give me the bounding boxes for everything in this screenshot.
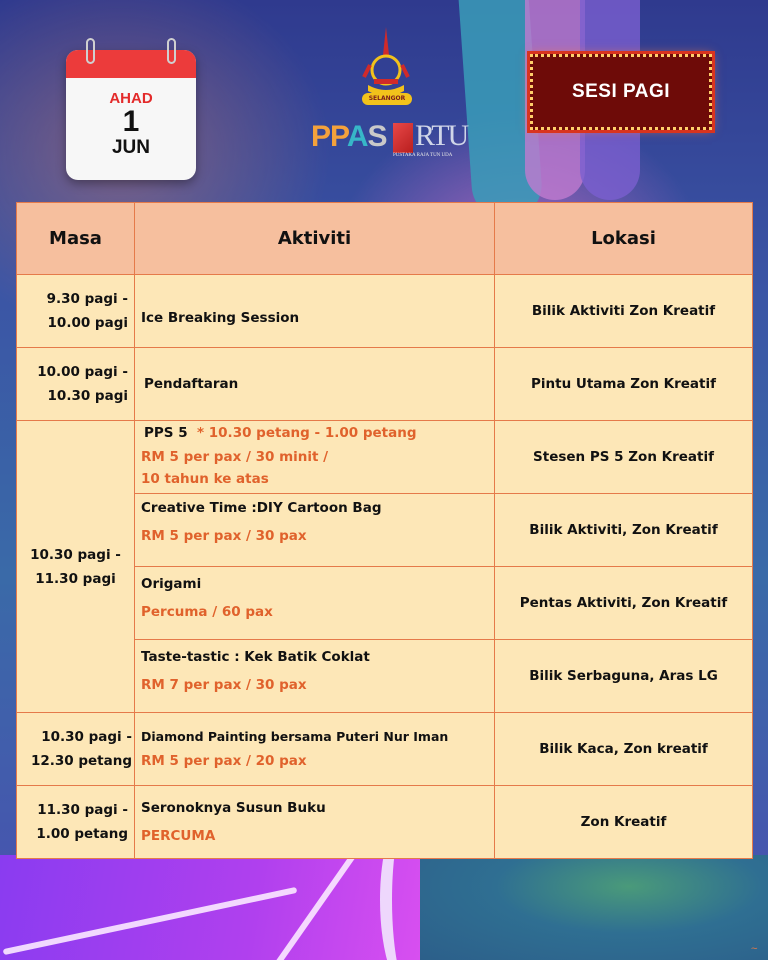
table-row bbox=[17, 421, 753, 494]
rtu-subtitle: PUSTAKA RAJA TUN UDA bbox=[393, 153, 453, 158]
table-row bbox=[17, 348, 753, 421]
activity-cell bbox=[135, 640, 495, 713]
activity-title: Taste-tastic : Kek Batik Coklat bbox=[141, 649, 370, 665]
table-row bbox=[17, 713, 753, 786]
activity-detail: Percuma / 60 pax bbox=[141, 604, 273, 620]
location-cell: Bilik Serbaguna, Aras LG bbox=[495, 640, 753, 713]
header-aktiviti: Aktiviti bbox=[135, 203, 495, 275]
time-cell: 10.00 pagi - 10.30 pagi bbox=[17, 348, 135, 421]
time-cell: 10.30 pagi - 11.30 pagi bbox=[17, 421, 135, 713]
activity-title: Seronoknya Susun Buku bbox=[141, 800, 326, 816]
activity-note: * 10.30 petang - 1.00 petang bbox=[197, 425, 417, 441]
session-badge bbox=[530, 54, 712, 130]
activity-detail: RM 5 per pax / 30 pax bbox=[141, 528, 307, 544]
time-cell: 9.30 pagi - 10.00 pagi bbox=[17, 275, 135, 348]
crest-label: SELANGOR bbox=[362, 93, 412, 105]
calendar-month: JUN bbox=[111, 137, 150, 158]
activity-detail: 10 tahun ke atas bbox=[141, 471, 269, 487]
activity-cell bbox=[135, 494, 495, 567]
location-cell: Zon Kreatif bbox=[495, 786, 753, 859]
activity-cell bbox=[135, 713, 495, 786]
calendar-icon bbox=[66, 50, 196, 180]
header-masa: Masa bbox=[17, 203, 135, 275]
activity-cell bbox=[135, 421, 495, 494]
calendar-date: 1 bbox=[122, 105, 140, 138]
activity-detail: RM 5 per pax / 20 pax bbox=[141, 753, 307, 769]
schedule-table bbox=[16, 202, 753, 859]
location-cell: Stesen PS 5 Zon Kreatif bbox=[495, 421, 753, 494]
activity-cell bbox=[135, 567, 495, 640]
activity-detail: PERCUMA bbox=[141, 828, 216, 844]
activity-title: Creative Time :DIY Cartoon Bag bbox=[141, 500, 382, 516]
header-lokasi: Lokasi bbox=[495, 203, 753, 275]
calendar-day: AHAD bbox=[109, 90, 153, 107]
location-cell: Bilik Kaca, Zon kreatif bbox=[495, 713, 753, 786]
location-cell: Pintu Utama Zon Kreatif bbox=[495, 348, 753, 421]
location-cell: Pentas Aktiviti, Zon Kreatif bbox=[495, 567, 753, 640]
calendar-rings-icon bbox=[66, 38, 196, 64]
artist-signature: ~ bbox=[750, 944, 758, 954]
activity-title: Diamond Painting bersama Puteri Nur Iman bbox=[141, 729, 449, 744]
activity-cell bbox=[135, 786, 495, 859]
activity-detail: RM 7 per pax / 30 pax bbox=[141, 677, 307, 693]
activity-cell bbox=[135, 348, 495, 421]
session-label: SESI PAGI bbox=[571, 81, 671, 102]
activity-cell bbox=[135, 275, 495, 348]
rtu-text: RTU bbox=[415, 119, 468, 152]
activity-title: Ice Breaking Session bbox=[141, 310, 300, 326]
time-cell: 11.30 pagi - 1.00 petang bbox=[17, 786, 135, 859]
table-row bbox=[17, 786, 753, 859]
background-bottom-right bbox=[420, 855, 768, 960]
table-header-row bbox=[17, 203, 753, 275]
rtu-mark-icon bbox=[393, 123, 413, 153]
location-cell: Bilik Aktiviti Zon Kreatif bbox=[495, 275, 753, 348]
activity-title: PPS 5 bbox=[144, 425, 188, 441]
activity-title: Origami bbox=[141, 576, 202, 592]
time-cell: 10.30 pagi - 12.30 petang bbox=[17, 713, 135, 786]
location-cell: Bilik Aktiviti, Zon Kreatif bbox=[495, 494, 753, 567]
ppas-logo: PPAS bbox=[311, 120, 387, 153]
activity-detail: RM 5 per pax / 30 minit / bbox=[141, 449, 329, 465]
activity-title: Pendaftaran bbox=[144, 376, 239, 392]
table-row bbox=[17, 275, 753, 348]
